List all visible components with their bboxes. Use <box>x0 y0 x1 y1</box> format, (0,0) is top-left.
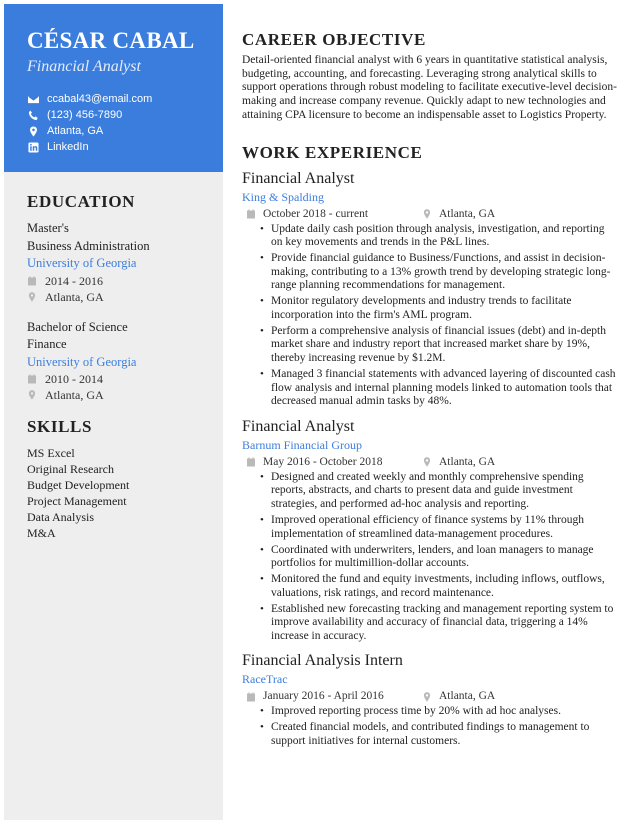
resume-page <box>4 4 636 820</box>
job-entry <box>242 169 618 409</box>
bullet-item: • Monitored the fund and equity investments, including inflows, outflows, valuations, risk ratings, and record maintenance. <box>242 573 618 600</box>
bullet-item: • Coordinated with underwriters, lenders, and loan managers to manage portfolios for multimillion-dollar accounts. <box>242 544 618 571</box>
education-location-text: Atlanta, GA <box>45 388 104 402</box>
job-entry <box>242 417 618 644</box>
job-title: Financial Analyst <box>242 169 355 187</box>
degree-line-1: Master's <box>27 221 69 235</box>
contact-phone[interactable] <box>27 107 223 123</box>
skill-item: Project Management <box>27 494 127 508</box>
location-pin-icon <box>27 125 39 137</box>
job-location <box>422 207 495 222</box>
school-name: University of Georgia <box>27 256 137 270</box>
job-location-text: Atlanta, GA <box>439 207 496 220</box>
bullet-item: • Perform a comprehensive analysis of financial issues (debt) and in-depth market share and industry report that increased market share by 19%, thereby increasing revenue by $1.2M. <box>242 325 618 366</box>
job-meta <box>242 455 618 470</box>
job-dates-text: January 2016 - April 2016 <box>263 690 384 703</box>
calendar-icon <box>27 276 37 286</box>
bullet-item: • Provide financial guidance to Business/Functions, and assist in decision-making, contributing to a 13% growth trend by developing strategic long-range planning recommendations for management. <box>242 252 618 293</box>
skills-list <box>27 445 223 541</box>
bullet-item: • Improved operational efficiency of finance systems by 11% through implementation of streamlined data-management procedures. <box>242 514 618 541</box>
objective-heading: CAREER OBJECTIVE <box>242 30 426 49</box>
contact-phone-text: (123) 456-7890 <box>47 109 123 121</box>
job-bullets <box>242 471 618 644</box>
company-name: King & Spalding <box>242 189 325 204</box>
job-dates-text: October 2018 - current <box>263 207 369 220</box>
bullet-item: • Improved reporting process time by 20% with ad hoc analyses. <box>242 705 618 719</box>
degree-line-2: Business Administration <box>27 238 150 253</box>
left-column <box>4 4 223 820</box>
contact-linkedin-text: LinkedIn <box>47 141 89 153</box>
bullet-item: • Established new forecasting tracking and management reporting system to improve availability and accuracy of financial data, triggering a 14% increase in accuracy. <box>242 603 618 644</box>
header-block <box>4 4 223 172</box>
skill-item: M&A <box>27 526 56 540</box>
job-location <box>422 689 495 704</box>
phone-icon <box>27 109 39 121</box>
left-body <box>4 172 223 541</box>
candidate-name: CÉSAR CABAL <box>27 28 195 53</box>
calendar-icon <box>246 209 256 219</box>
calendar-icon <box>246 457 256 467</box>
degree-line-1: Bachelor of Science <box>27 319 128 334</box>
job-location <box>422 455 495 470</box>
skill-item: Original Research <box>27 462 114 476</box>
education-item <box>27 220 223 305</box>
bullet-item: • Managed 3 financial statements with advanced layering of discounted cash flow analysis and internal planning models linked to automation tools that decreased manual admin tasks by 48%. <box>242 368 618 409</box>
contact-email-text: ccabal43@email.com <box>47 93 153 105</box>
education-item <box>27 319 223 404</box>
job-dates <box>246 689 422 704</box>
calendar-icon <box>27 374 37 384</box>
calendar-icon <box>246 692 256 702</box>
job-dates <box>246 207 422 222</box>
company-name: Barnum Financial Group <box>242 437 362 452</box>
job-entry <box>242 651 618 748</box>
contact-location-text: Atlanta, GA <box>47 125 104 137</box>
bullet-item: • Designed and created weekly and monthly comprehensive spending reports, abstracts, and charts to present data and guide investment strategies, and performed ad-hoc analysis and reporting. <box>242 471 618 512</box>
bullet-item: • Created financial models, and contributed findings to management to support initiatives for internal customers. <box>242 721 618 748</box>
location-pin-icon <box>422 457 432 467</box>
job-dates <box>246 455 422 470</box>
skill-item: Data Analysis <box>27 510 94 524</box>
contact-list <box>27 91 223 155</box>
skills-heading: SKILLS <box>27 417 93 436</box>
location-pin-icon <box>27 390 37 400</box>
job-meta <box>242 689 618 704</box>
job-location-text: Atlanta, GA <box>439 690 496 703</box>
education-heading: EDUCATION <box>27 192 136 211</box>
company-name: RaceTrac <box>242 672 288 687</box>
job-bullets <box>242 705 618 748</box>
bullet-item: • Monitor regulatory developments and industry trends to facilitate incorporation into the firm's AML program. <box>242 295 618 322</box>
degree-line-2: Finance <box>27 337 67 351</box>
job-meta <box>242 207 618 222</box>
job-bullets <box>242 223 618 409</box>
school-name: University of Georgia <box>27 354 137 369</box>
location-pin-icon <box>422 692 432 702</box>
candidate-title: Financial Analyst <box>27 58 141 75</box>
education-location-text: Atlanta, GA <box>45 289 104 304</box>
job-title: Financial Analyst <box>242 417 355 435</box>
contact-email[interactable] <box>27 91 223 107</box>
skill-item: MS Excel <box>27 446 75 460</box>
skill-item: Budget Development <box>27 478 130 492</box>
bullet-item: • Update daily cash position through analysis, investigation, and reporting on key movements and trends in the P&L lines. <box>242 223 618 250</box>
job-location-text: Atlanta, GA <box>439 455 496 468</box>
job-dates-text: May 2016 - October 2018 <box>263 455 383 468</box>
education-location <box>27 289 223 305</box>
objective-text: Detail-oriented financial analyst with 6 years in quantitative statistical analysis, budgeting, accounting, and forecasting. Leveraging strong analytical skills to support operations through robust modeling to facilitate executive-level decision-making and increase company revenue. Quickly adapt to new technologies and attaining CPA licensure to become an indispensable asset to Logistics Property. <box>242 54 617 121</box>
education-dates <box>27 273 223 289</box>
contact-location <box>27 123 223 139</box>
envelope-icon <box>27 93 39 105</box>
linkedin-icon <box>27 141 39 153</box>
education-dates-text: 2014 - 2016 <box>45 273 103 288</box>
education-location <box>27 387 223 403</box>
education-dates-text: 2010 - 2014 <box>45 372 103 386</box>
location-pin-icon <box>27 292 37 302</box>
right-column <box>223 4 636 820</box>
job-title: Financial Analysis Intern <box>242 652 403 670</box>
location-pin-icon <box>422 209 432 219</box>
work-heading: WORK EXPERIENCE <box>242 142 423 162</box>
contact-linkedin[interactable] <box>27 139 223 155</box>
education-dates <box>27 371 223 387</box>
